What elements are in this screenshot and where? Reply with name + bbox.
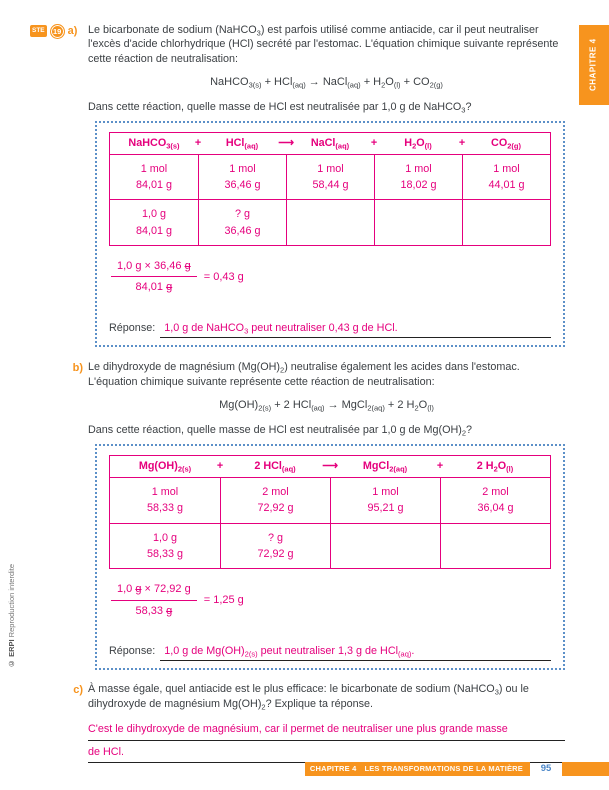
section-b-question: Dans cette réaction, quelle masse de HCl est neutralisée par 1,0 g de $Mg(OH)_2$? xyxy=(88,423,473,438)
table-cell: 1 mol 84,01 g xyxy=(135,163,173,192)
page-number: 95 xyxy=(540,762,552,774)
table-cell xyxy=(440,523,550,568)
table-cell: ? g 72,92 g xyxy=(220,523,330,568)
item-letter-a: a) xyxy=(67,25,78,37)
stoichiometry-table-a xyxy=(109,132,551,246)
item-letter-b: b) xyxy=(72,362,83,375)
section-c-answer xyxy=(88,718,565,763)
section-c xyxy=(30,682,565,763)
reponse-a-label: Réponse: xyxy=(109,322,156,335)
copyright-text: Reproduction interdite xyxy=(7,563,16,638)
fraction-a-denominator: 84,01 g xyxy=(135,281,173,294)
table-header-formula: HCl$_{(aq)}$ xyxy=(225,137,259,151)
fraction-b-denominator: 58,33 g xyxy=(135,604,173,617)
calculation-b xyxy=(111,582,551,618)
table-header-formula: $Mg(OH)_{2(s)}$ xyxy=(138,460,192,474)
table-equation-header xyxy=(110,133,550,155)
table-cell: 1 mol 18,02 g xyxy=(374,155,462,199)
reponse-a-text: 1,0 g de NaHCO$_3$ peut neutraliser 0,43 g de HCl. xyxy=(160,321,551,338)
table-cell xyxy=(330,523,440,568)
table-cell: 1 mol 36,46 g xyxy=(198,155,286,199)
table-header-formula: MgCl$_{2(aq)}$ xyxy=(362,460,408,474)
equation-operator: + xyxy=(436,459,444,472)
reponse-b-text: 1,0 g de $Mg(OH)_{2(s)}$ peut neutraliser 1,3 g de HCl$_{(aq)}$. xyxy=(160,644,551,661)
equation-operator: ⟶ xyxy=(278,136,294,149)
equation-operator: + xyxy=(216,459,224,472)
table-header-formula: NaCl$_{(aq)}$ xyxy=(310,137,350,151)
answer-line: C'est le dihydroxyde de magnésium, car il permet de neutraliser une plus grande masse xyxy=(88,718,565,741)
calculation-a xyxy=(111,259,551,295)
section-b xyxy=(30,360,565,670)
fraction-b xyxy=(111,582,197,618)
footer-chapter: CHAPITRE 4 xyxy=(309,764,357,774)
table-cell: 1 mol 58,44 g xyxy=(286,155,374,199)
table-cell: 2 mol 36,04 g xyxy=(440,478,550,522)
equation-operator: + xyxy=(458,136,466,149)
copyright-publisher: © ERPI xyxy=(7,639,16,668)
table-cell: 2 mol 72,92 g xyxy=(220,478,330,522)
section-c-gutter xyxy=(30,682,88,763)
table-cell: ? g 36,46 g xyxy=(198,199,286,244)
footer-bar-right xyxy=(562,762,609,776)
table-header-formula: 2 HCl$_{(aq)}$ xyxy=(254,460,296,474)
page-content xyxy=(30,23,565,763)
stoichiometry-table-b xyxy=(109,455,551,569)
equation-operator: + xyxy=(370,136,378,149)
fraction-a-numerator: 1,0 g × 36,46 g xyxy=(111,259,197,278)
table-cell: 1,0 g 58,33 g xyxy=(110,523,220,568)
section-a-content xyxy=(88,23,565,347)
fraction-a xyxy=(111,259,197,295)
table-body xyxy=(110,155,550,245)
footer-book-title: LES TRANSFORMATIONS DE LA MATIÈRE xyxy=(364,764,523,774)
table-cell: 1,0 g 84,01 g xyxy=(110,199,198,244)
section-a xyxy=(30,23,565,347)
item-letter-c: c) xyxy=(73,684,83,697)
table-cell xyxy=(286,199,374,244)
table-header-formula: $H_2O_{(l)}$ xyxy=(404,137,432,151)
table-header-formula: 2 $H_2O_{(l)}$ xyxy=(476,460,514,474)
table-cell xyxy=(374,199,462,244)
section-a-gutter xyxy=(30,23,88,347)
ste-badge: STE xyxy=(30,25,47,37)
equation-operator: ⟶ xyxy=(322,459,338,472)
section-c-content xyxy=(88,682,565,763)
reponse-a xyxy=(109,321,551,338)
section-a-answer-box xyxy=(95,121,565,347)
table-header-formula: $CO_{2(g)}$ xyxy=(491,137,521,151)
footer-bar xyxy=(305,762,530,776)
table-cell: 1 mol 58,33 g xyxy=(146,486,184,515)
calculation-a-result: = 0,43 g xyxy=(203,270,244,283)
section-b-gutter xyxy=(30,360,88,670)
section-a-intro: Le bicarbonate de sodium (NaHCO$_3$) est parfois utilisé comme antiacide, car il peut neutraliser l'excès d'acide chlorhydrique (HCl) secrété par l'estomac. L'équation chimique suivante représente cette réaction de neutralisation: xyxy=(88,24,559,65)
table-body xyxy=(110,478,550,568)
reponse-b xyxy=(109,644,551,661)
section-a-equation: NaHCO$_{3(s)}$ + HCl$_{(aq)}$ → NaCl$_{(aq)}$ + $H_2O_{(l)} + CO_{2(g)}$ xyxy=(210,76,443,90)
table-cell: 1 mol 95,21 g xyxy=(330,478,440,522)
answer-line: de HCl. xyxy=(88,741,565,764)
section-b-intro: Le dihydroxyde de magnésium $(Mg(OH)_2)$ neutralise également les acides dans l'estomac. L'équation chimique suivante représente cette réaction de neutralisation: xyxy=(88,361,520,388)
section-b-content xyxy=(88,360,565,670)
section-a-question: Dans cette réaction, quelle masse de HCl est neutralisée par 1,0 g de NaHCO$_3$? xyxy=(88,100,472,115)
copyright-notice xyxy=(7,550,19,668)
side-tab-label: CHAPITRE 4 xyxy=(588,38,598,92)
table-header-formula: NaHCO$_{3(s)}$ xyxy=(128,137,180,151)
table-equation-header xyxy=(110,456,550,478)
calculation-b-result: = 1,25 g xyxy=(203,593,244,606)
section-b-equation: $Mg(OH)_{2(s)} + 2$ HCl$_{(aq)}$ → MgCl$_{2(aq)}$ + 2 $H_2O_{(l)}$ xyxy=(219,399,434,413)
chapter-side-tab xyxy=(579,25,609,105)
section-b-answer-box xyxy=(95,444,565,670)
reponse-b-label: Réponse: xyxy=(109,645,156,658)
table-cell xyxy=(462,199,550,244)
table-cell: 1 mol 44,01 g xyxy=(462,155,550,199)
section-c-question: À masse égale, quel antiacide est le plus efficace: le bicarbonate de sodium (NaHCO$_3$) ou le dihydroxyde de magnésium $Mg(OH)_2$? Explique ta réponse. xyxy=(88,683,529,712)
equation-operator: + xyxy=(194,136,202,149)
item-number-badge: 19 xyxy=(50,24,65,39)
fraction-b-numerator: 1,0 g × 72,92 g xyxy=(111,582,197,601)
